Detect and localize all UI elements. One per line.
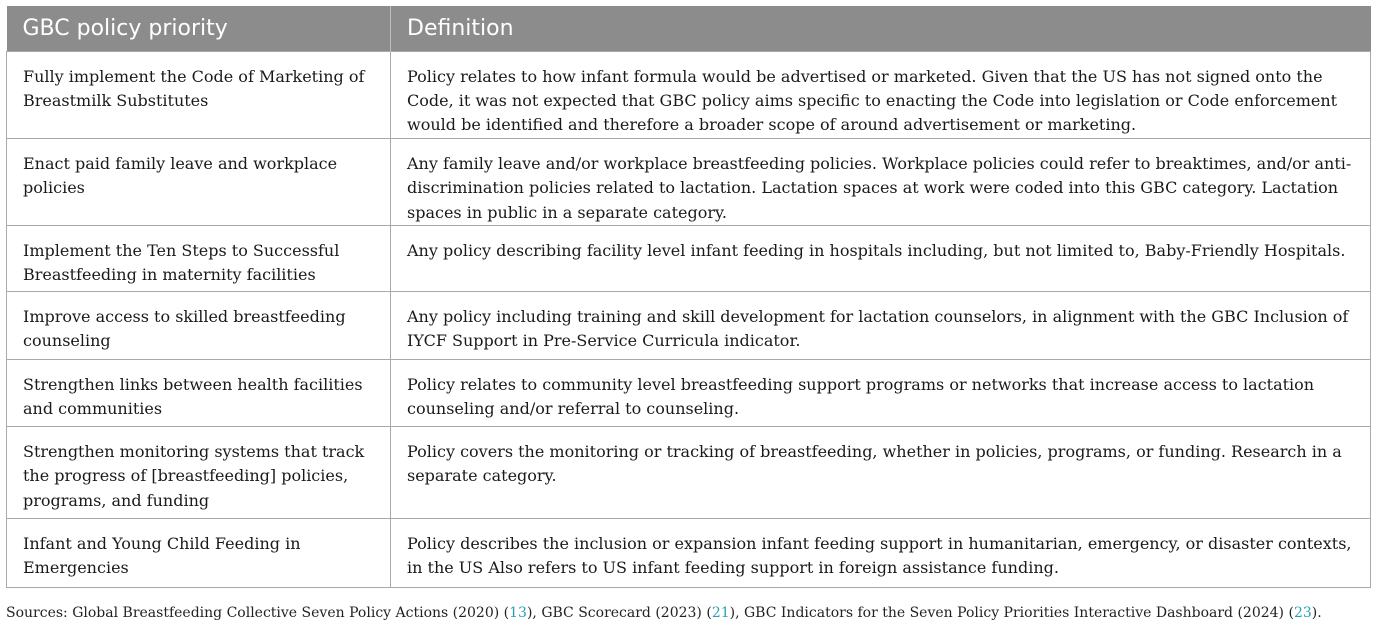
priority-cell: Implement the Ten Steps to Successful Breastfeeding in maternity facilities <box>7 225 391 291</box>
priority-cell: Fully implement the Code of Marketing of Breastmilk Substitutes <box>7 51 391 138</box>
definition-cell: Policy relates to how infant formula would be advertised or marketed. Given that the US has not signed onto the Code, it was not expected that GBC policy aims specific to enacting the Code into legislation or Code enforcement would be identified and therefore a broader scope of around advertisement or marketing. <box>391 51 1371 138</box>
policy-table-wrapper <box>6 6 1370 588</box>
priority-cell: Strengthen monitoring systems that track the progress of [breastfeeding] policies, programs, and funding <box>7 426 391 518</box>
definition-cell: Any family leave and/or workplace breastfeeding policies. Workplace policies could refer to breaktimes, and/or anti-discrimination policies related to lactation. Lactation spaces at work were coded into this GBC category. Lactation spaces in public in a separate category. <box>391 138 1371 225</box>
sources-text-mid1: ), GBC Scorecard (2023) ( <box>526 605 712 621</box>
definition-cell: Policy relates to community level breastfeeding support programs or networks that increase access to lactation counseling and/or referral to counseling. <box>391 359 1371 426</box>
definition-cell: Any policy describing facility level infant feeding in hospitals including, but not limited to, Baby-Friendly Hospitals. <box>391 225 1371 291</box>
reference-link-21[interactable]: 21 <box>711 605 730 621</box>
sources-text-prefix: Sources: Global Breastfeeding Collective Seven Policy Actions (2020) ( <box>6 605 510 621</box>
table-header-row <box>7 6 1371 51</box>
priority-cell: Enact paid family leave and workplace policies <box>7 138 391 225</box>
reference-link-23[interactable]: 23 <box>1293 605 1312 621</box>
table-row <box>7 51 1371 138</box>
table-row <box>7 426 1371 518</box>
table-row <box>7 225 1371 291</box>
sources-footnote <box>6 605 1370 621</box>
column-header-definition: Definition <box>391 6 1371 51</box>
priority-cell: Strengthen links between health facilities and communities <box>7 359 391 426</box>
table-row <box>7 518 1371 587</box>
priority-cell: Improve access to skilled breastfeeding counseling <box>7 291 391 359</box>
definition-cell: Policy describes the inclusion or expansion infant feeding support in humanitarian, emergency, or disaster contexts, in the US Also refers to US infant feeding support in foreign assistance funding. <box>391 518 1371 587</box>
table-row <box>7 138 1371 225</box>
sources-text-suffix: ). <box>1311 605 1322 621</box>
definition-cell: Policy covers the monitoring or tracking of breastfeeding, whether in policies, programs, or funding. Research in a separate category. <box>391 426 1371 518</box>
table-row <box>7 291 1371 359</box>
table-row <box>7 359 1371 426</box>
sources-text-mid2: ), GBC Indicators for the Seven Policy Priorities Interactive Dashboard (2024) ( <box>729 605 1294 621</box>
column-header-priority: GBC policy priority <box>7 6 391 51</box>
priority-cell: Infant and Young Child Feeding in Emergencies <box>7 518 391 587</box>
policy-table <box>6 6 1371 588</box>
reference-link-13[interactable]: 13 <box>509 605 527 621</box>
definition-cell: Any policy including training and skill development for lactation counselors, in alignment with the GBC Inclusion of IYCF Support in Pre-Service Curricula indicator. <box>391 291 1371 359</box>
